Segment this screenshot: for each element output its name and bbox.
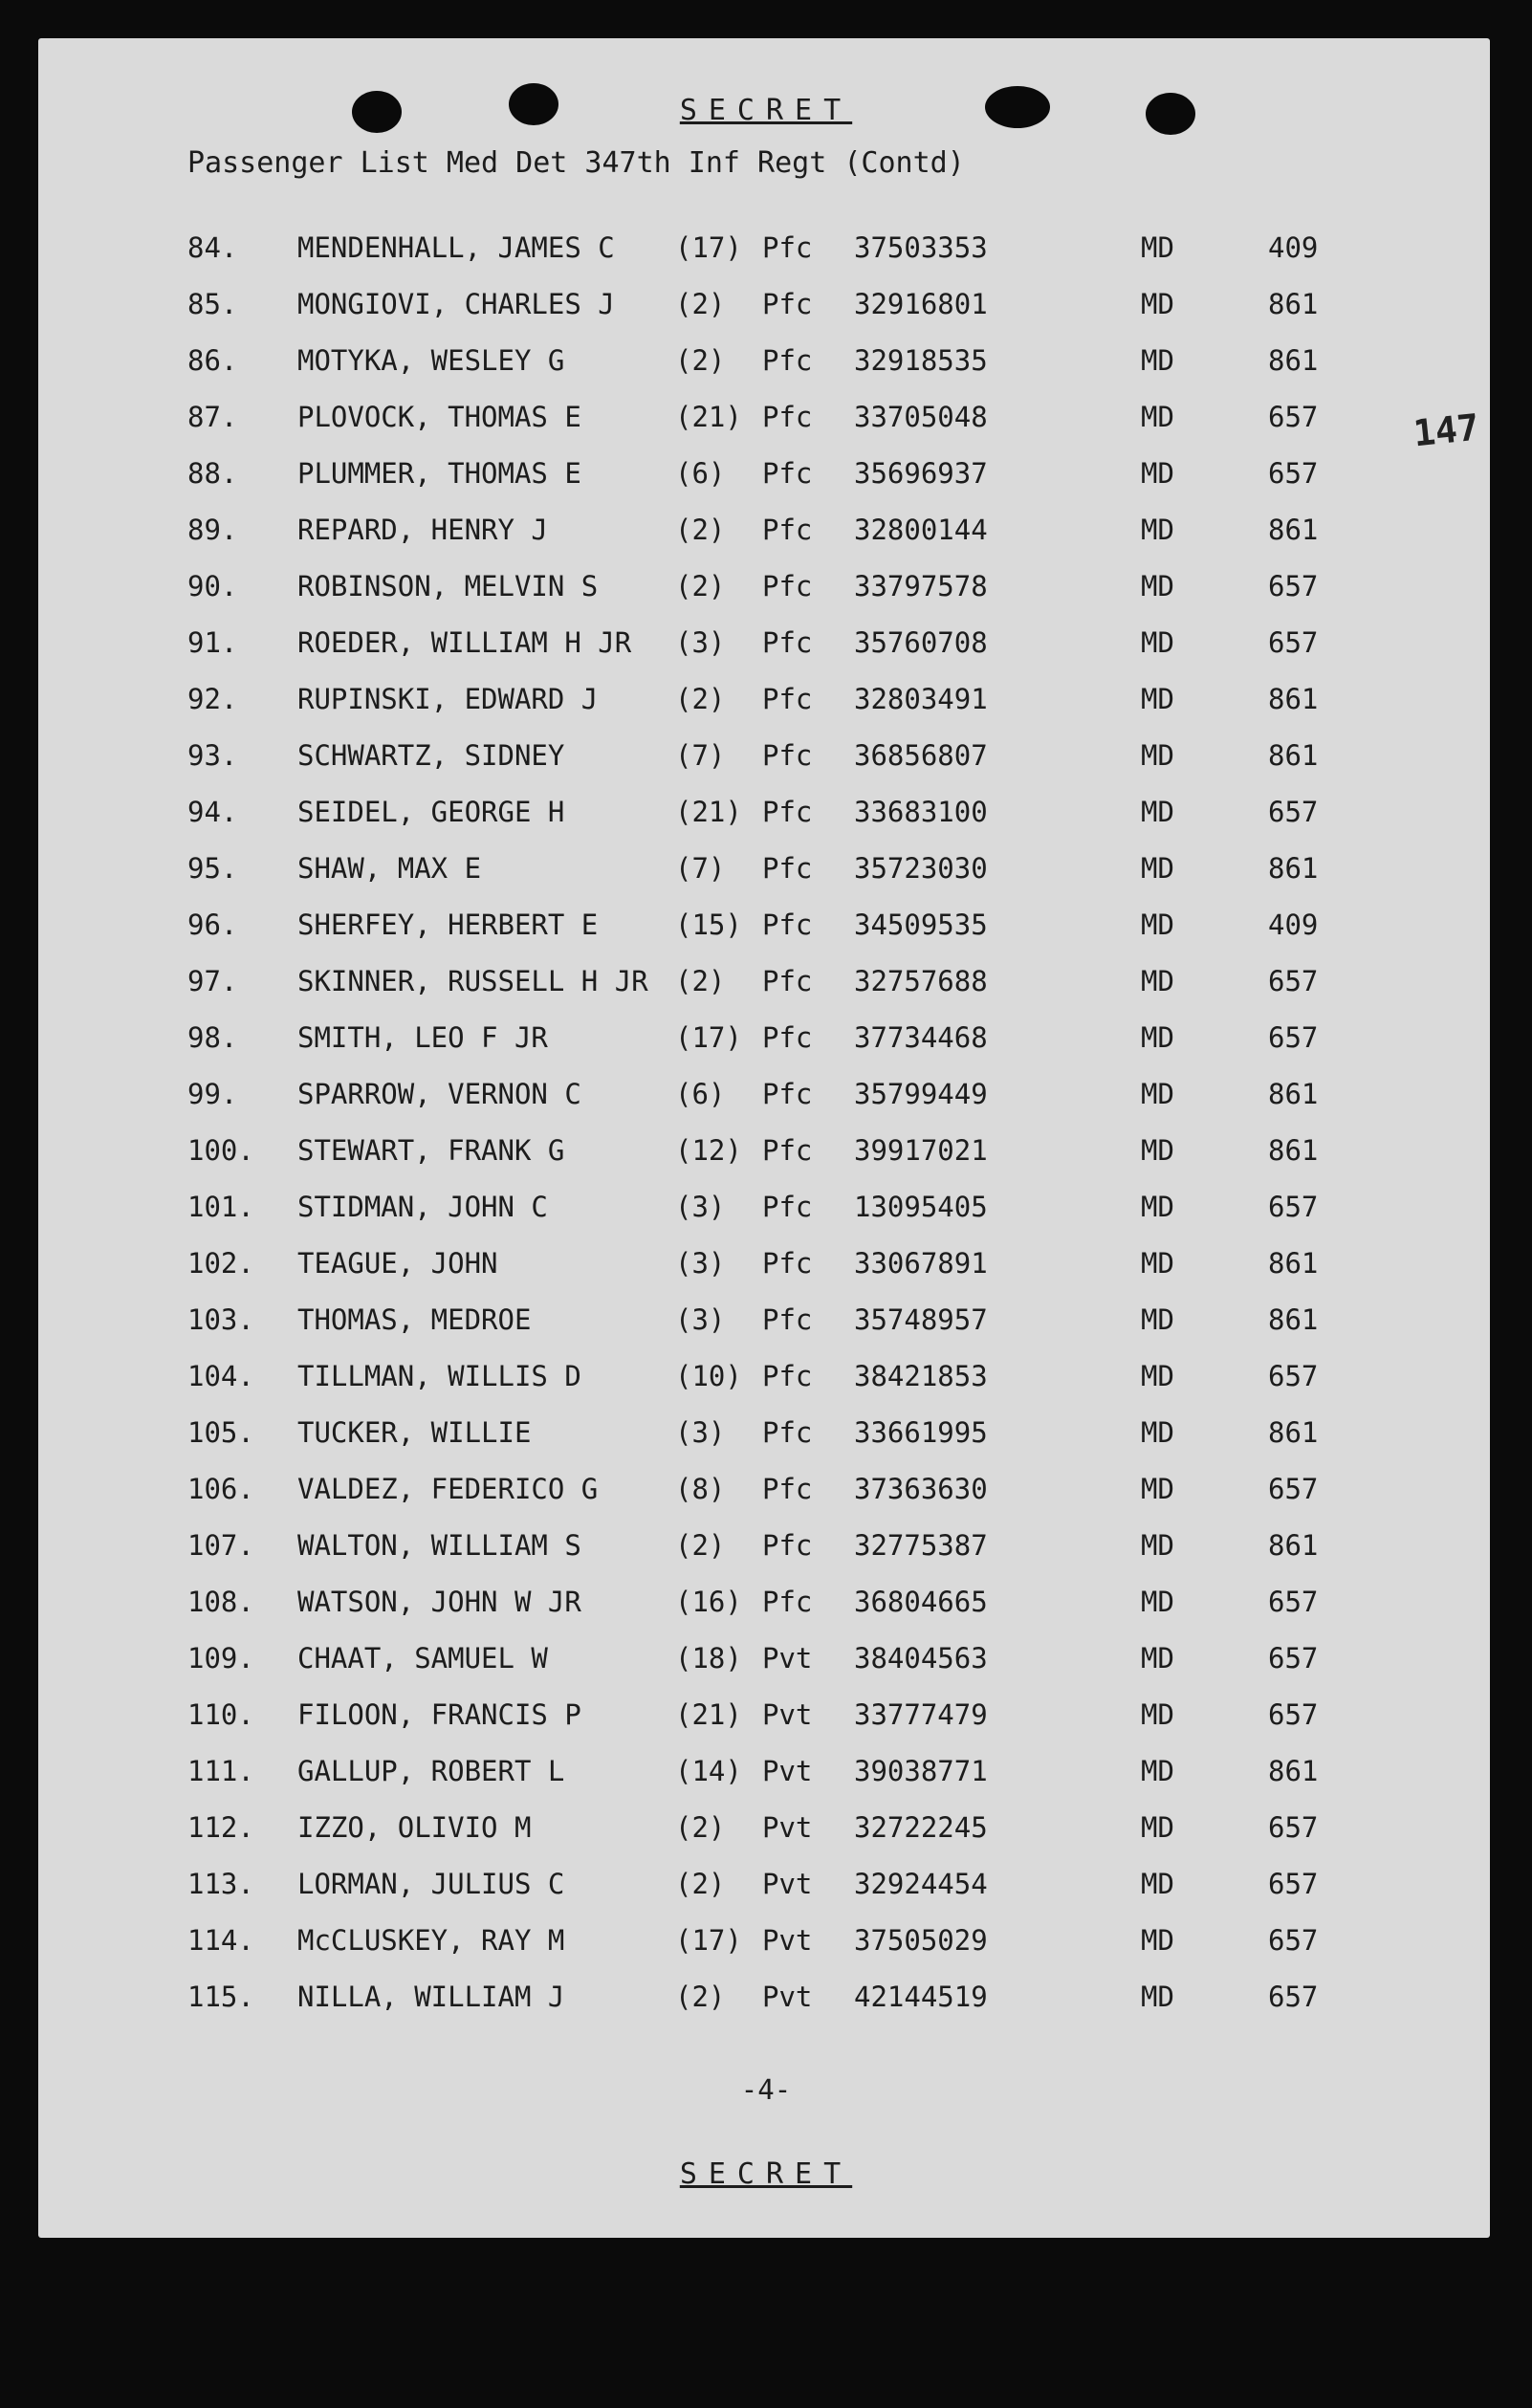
rank: Pfc	[762, 457, 813, 490]
entry-code: (7)	[675, 739, 726, 772]
serial-number: 33777479	[854, 1698, 988, 1731]
entry-number: 106.	[187, 1473, 254, 1505]
branch: MD	[1141, 1642, 1174, 1675]
passenger-name: ROEDER, WILLIAM H JR	[297, 626, 632, 659]
passenger-name: CHAAT, SAMUEL W	[297, 1642, 548, 1675]
serial-number: 35723030	[854, 852, 988, 885]
rank: Pfc	[762, 1247, 813, 1280]
passenger-name: SCHWARTZ, SIDNEY	[297, 739, 565, 772]
roster-row	[0, 739, 1532, 796]
passenger-name: SMITH, LEO F JR	[297, 1021, 548, 1054]
roster-row	[0, 1416, 1532, 1473]
entry-code: (17)	[675, 1924, 742, 1957]
branch: MD	[1141, 344, 1174, 377]
branch: MD	[1141, 288, 1174, 320]
passenger-name: PLUMMER, THOMAS E	[297, 457, 581, 490]
branch: MD	[1141, 1134, 1174, 1167]
branch: MD	[1141, 852, 1174, 885]
entry-code: (14)	[675, 1755, 742, 1787]
passenger-name: THOMAS, MEDROE	[297, 1303, 532, 1336]
unit-code: 861	[1268, 683, 1319, 715]
branch: MD	[1141, 457, 1174, 490]
branch: MD	[1141, 1755, 1174, 1787]
unit-code: 657	[1268, 1021, 1319, 1054]
roster-row	[0, 1360, 1532, 1416]
rank: Pvt	[762, 1755, 813, 1787]
entry-code: (2)	[675, 288, 726, 320]
entry-number: 110.	[187, 1698, 254, 1731]
rank: Pfc	[762, 1473, 813, 1505]
entry-code: (6)	[675, 1078, 726, 1110]
unit-code: 657	[1268, 1981, 1319, 2013]
header-classification: SECRET	[679, 94, 853, 127]
roster-row	[0, 1868, 1532, 1924]
entry-code: (21)	[675, 1698, 742, 1731]
rank: Pfc	[762, 908, 813, 941]
unit-code: 861	[1268, 1078, 1319, 1110]
branch: MD	[1141, 1191, 1174, 1223]
unit-code: 657	[1268, 1473, 1319, 1505]
rank: Pfc	[762, 231, 813, 264]
entry-code: (15)	[675, 908, 742, 941]
entry-code: (2)	[675, 965, 726, 997]
branch: MD	[1141, 796, 1174, 828]
serial-number: 32800144	[854, 514, 988, 546]
passenger-name: PLOVOCK, THOMAS E	[297, 401, 581, 433]
serial-number: 35696937	[854, 457, 988, 490]
serial-number: 32722245	[854, 1811, 988, 1844]
entry-code: (17)	[675, 1021, 742, 1054]
serial-number: 33683100	[854, 796, 988, 828]
unit-code: 657	[1268, 965, 1319, 997]
roster-row	[0, 1303, 1532, 1360]
roster-row	[0, 288, 1532, 344]
entry-number: 94.	[187, 796, 238, 828]
entry-code: (2)	[675, 514, 726, 546]
branch: MD	[1141, 1868, 1174, 1900]
serial-number: 33705048	[854, 401, 988, 433]
passenger-name: MONGIOVI, CHARLES J	[297, 288, 615, 320]
passenger-name: STIDMAN, JOHN C	[297, 1191, 548, 1223]
unit-code: 657	[1268, 1191, 1319, 1223]
branch: MD	[1141, 231, 1174, 264]
branch: MD	[1141, 1360, 1174, 1392]
roster-row	[0, 1811, 1532, 1868]
roster-row	[0, 683, 1532, 739]
entry-number: 101.	[187, 1191, 254, 1223]
entry-code: (17)	[675, 231, 742, 264]
serial-number: 33661995	[854, 1416, 988, 1449]
rank: Pfc	[762, 965, 813, 997]
serial-number: 32924454	[854, 1868, 988, 1900]
passenger-name: TILLMAN, WILLIS D	[297, 1360, 581, 1392]
serial-number: 32918535	[854, 344, 988, 377]
unit-code: 861	[1268, 1416, 1319, 1449]
entry-code: (2)	[675, 570, 726, 602]
rank: Pfc	[762, 683, 813, 715]
branch: MD	[1141, 965, 1174, 997]
rank: Pfc	[762, 852, 813, 885]
entry-code: (2)	[675, 1981, 726, 2013]
entry-number: 108.	[187, 1586, 254, 1618]
branch: MD	[1141, 683, 1174, 715]
rank: Pfc	[762, 626, 813, 659]
branch: MD	[1141, 1981, 1174, 2013]
passenger-name: WATSON, JOHN W JR	[297, 1586, 581, 1618]
unit-code: 657	[1268, 626, 1319, 659]
passenger-name: SHAW, MAX E	[297, 852, 482, 885]
serial-number: 35760708	[854, 626, 988, 659]
branch: MD	[1141, 1924, 1174, 1957]
entry-number: 95.	[187, 852, 238, 885]
branch: MD	[1141, 514, 1174, 546]
rank: Pvt	[762, 1698, 813, 1731]
entry-number: 109.	[187, 1642, 254, 1675]
entry-number: 91.	[187, 626, 238, 659]
branch: MD	[1141, 401, 1174, 433]
serial-number: 37505029	[854, 1924, 988, 1957]
entry-number: 84.	[187, 231, 238, 264]
rank: Pfc	[762, 288, 813, 320]
roster-row	[0, 1642, 1532, 1698]
entry-number: 102.	[187, 1247, 254, 1280]
passenger-name: SHERFEY, HERBERT E	[297, 908, 599, 941]
entry-code: (3)	[675, 1191, 726, 1223]
entry-number: 86.	[187, 344, 238, 377]
roster-row	[0, 796, 1532, 852]
roster-row	[0, 1021, 1532, 1078]
serial-number: 35799449	[854, 1078, 988, 1110]
roster-row	[0, 1134, 1532, 1191]
unit-code: 861	[1268, 344, 1319, 377]
rank: Pfc	[762, 401, 813, 433]
roster-row	[0, 1529, 1532, 1586]
entry-number: 103.	[187, 1303, 254, 1336]
rank: Pfc	[762, 344, 813, 377]
rank: Pfc	[762, 1134, 813, 1167]
entry-number: 111.	[187, 1755, 254, 1787]
entry-number: 97.	[187, 965, 238, 997]
rank: Pfc	[762, 570, 813, 602]
rank: Pfc	[762, 1078, 813, 1110]
entry-number: 114.	[187, 1924, 254, 1957]
serial-number: 38404563	[854, 1642, 988, 1675]
roster-row	[0, 570, 1532, 626]
entry-code: (8)	[675, 1473, 726, 1505]
branch: MD	[1141, 1303, 1174, 1336]
passenger-name: MOTYKA, WESLEY G	[297, 344, 565, 377]
entry-code: (3)	[675, 1303, 726, 1336]
serial-number: 36856807	[854, 739, 988, 772]
serial-number: 33067891	[854, 1247, 988, 1280]
entry-code: (3)	[675, 626, 726, 659]
entry-code: (2)	[675, 1811, 726, 1844]
rank: Pfc	[762, 1529, 813, 1562]
entry-number: 107.	[187, 1529, 254, 1562]
passenger-name: TEAGUE, JOHN	[297, 1247, 498, 1280]
serial-number: 32775387	[854, 1529, 988, 1562]
entry-code: (2)	[675, 344, 726, 377]
rank: Pfc	[762, 1586, 813, 1618]
roster-row	[0, 965, 1532, 1021]
entry-code: (21)	[675, 401, 742, 433]
entry-code: (3)	[675, 1247, 726, 1280]
roster-row	[0, 1247, 1532, 1303]
serial-number: 32803491	[854, 683, 988, 715]
unit-code: 409	[1268, 908, 1319, 941]
rank: Pvt	[762, 1868, 813, 1900]
passenger-name: GALLUP, ROBERT L	[297, 1755, 565, 1787]
entry-code: (2)	[675, 1529, 726, 1562]
rank: Pvt	[762, 1924, 813, 1957]
branch: MD	[1141, 1078, 1174, 1110]
passenger-name: WALTON, WILLIAM S	[297, 1529, 581, 1562]
entry-number: 104.	[187, 1360, 254, 1392]
passenger-name: RUPINSKI, EDWARD J	[297, 683, 599, 715]
serial-number: 37363630	[854, 1473, 988, 1505]
passenger-name: SEIDEL, GEORGE H	[297, 796, 565, 828]
entry-number: 96.	[187, 908, 238, 941]
roster-row	[0, 1981, 1532, 2037]
rank: Pfc	[762, 1360, 813, 1392]
serial-number: 33797578	[854, 570, 988, 602]
unit-code: 657	[1268, 570, 1319, 602]
unit-code: 657	[1268, 401, 1319, 433]
passenger-name: IZZO, OLIVIO M	[297, 1811, 532, 1844]
roster-row	[0, 626, 1532, 683]
serial-number: 32916801	[854, 288, 988, 320]
page-number: -4-	[740, 2073, 792, 2106]
roster-row	[0, 1698, 1532, 1755]
passenger-name: MENDENHALL, JAMES C	[297, 231, 615, 264]
rank: Pvt	[762, 1981, 813, 2013]
roster-row	[0, 852, 1532, 908]
entry-number: 105.	[187, 1416, 254, 1449]
unit-code: 409	[1268, 231, 1319, 264]
branch: MD	[1141, 1247, 1174, 1280]
rank: Pvt	[762, 1811, 813, 1844]
entry-code: (2)	[675, 1868, 726, 1900]
unit-code: 657	[1268, 1360, 1319, 1392]
entry-number: 92.	[187, 683, 238, 715]
branch: MD	[1141, 1021, 1174, 1054]
roster-row	[0, 457, 1532, 514]
unit-code: 657	[1268, 1924, 1319, 1957]
passenger-name: LORMAN, JULIUS C	[297, 1868, 565, 1900]
roster-row	[0, 344, 1532, 401]
branch: MD	[1141, 626, 1174, 659]
entry-number: 99.	[187, 1078, 238, 1110]
rank: Pfc	[762, 1416, 813, 1449]
passenger-name: ROBINSON, MELVIN S	[297, 570, 599, 602]
roster-row	[0, 514, 1532, 570]
serial-number: 34509535	[854, 908, 988, 941]
passenger-name: McCLUSKEY, RAY M	[297, 1924, 565, 1957]
margin-stamp: 147	[1411, 405, 1481, 455]
branch: MD	[1141, 908, 1174, 941]
roster-row	[0, 1473, 1532, 1529]
entry-number: 93.	[187, 739, 238, 772]
entry-code: (2)	[675, 683, 726, 715]
entry-number: 100.	[187, 1134, 254, 1167]
footer-classification: SECRET	[679, 2157, 853, 2191]
branch: MD	[1141, 1529, 1174, 1562]
unit-code: 861	[1268, 739, 1319, 772]
entry-code: (7)	[675, 852, 726, 885]
serial-number: 39038771	[854, 1755, 988, 1787]
unit-code: 861	[1268, 288, 1319, 320]
serial-number: 32757688	[854, 965, 988, 997]
unit-code: 861	[1268, 1303, 1319, 1336]
entry-number: 115.	[187, 1981, 254, 2013]
rank: Pfc	[762, 514, 813, 546]
entry-number: 98.	[187, 1021, 238, 1054]
roster-row	[0, 401, 1532, 457]
rank: Pfc	[762, 1191, 813, 1223]
roster-row	[0, 1924, 1532, 1981]
serial-number: 36804665	[854, 1586, 988, 1618]
unit-code: 861	[1268, 1755, 1319, 1787]
entry-code: (10)	[675, 1360, 742, 1392]
entry-code: (6)	[675, 457, 726, 490]
unit-code: 657	[1268, 1642, 1319, 1675]
entry-number: 113.	[187, 1868, 254, 1900]
branch: MD	[1141, 570, 1174, 602]
roster-row	[0, 908, 1532, 965]
unit-code: 861	[1268, 852, 1319, 885]
branch: MD	[1141, 1586, 1174, 1618]
rank: Pfc	[762, 796, 813, 828]
entry-number: 112.	[187, 1811, 254, 1844]
entry-code: (12)	[675, 1134, 742, 1167]
entry-number: 90.	[187, 570, 238, 602]
serial-number: 37503353	[854, 231, 988, 264]
entry-number: 87.	[187, 401, 238, 433]
entry-number: 85.	[187, 288, 238, 320]
passenger-name: TUCKER, WILLIE	[297, 1416, 532, 1449]
entry-code: (21)	[675, 796, 742, 828]
roster-row	[0, 1191, 1532, 1247]
passenger-name: STEWART, FRANK G	[297, 1134, 565, 1167]
branch: MD	[1141, 739, 1174, 772]
serial-number: 42144519	[854, 1981, 988, 2013]
unit-code: 657	[1268, 457, 1319, 490]
branch: MD	[1141, 1473, 1174, 1505]
passenger-name: SPARROW, VERNON C	[297, 1078, 581, 1110]
rank: Pfc	[762, 739, 813, 772]
roster-row	[0, 1755, 1532, 1811]
unit-code: 657	[1268, 1586, 1319, 1618]
entry-code: (18)	[675, 1642, 742, 1675]
passenger-name: VALDEZ, FEDERICO G	[297, 1473, 599, 1505]
entry-code: (16)	[675, 1586, 742, 1618]
unit-code: 657	[1268, 796, 1319, 828]
unit-code: 861	[1268, 514, 1319, 546]
serial-number: 37734468	[854, 1021, 988, 1054]
serial-number: 13095405	[854, 1191, 988, 1223]
branch: MD	[1141, 1811, 1174, 1844]
roster-row	[0, 231, 1532, 288]
serial-number: 39917021	[854, 1134, 988, 1167]
roster-row	[0, 1586, 1532, 1642]
serial-number: 38421853	[854, 1360, 988, 1392]
unit-code: 657	[1268, 1811, 1319, 1844]
serial-number: 35748957	[854, 1303, 988, 1336]
passenger-name: NILLA, WILLIAM J	[297, 1981, 565, 2013]
passenger-name: FILOON, FRANCIS P	[297, 1698, 581, 1731]
passenger-name: SKINNER, RUSSELL H JR	[297, 965, 648, 997]
entry-code: (3)	[675, 1416, 726, 1449]
branch: MD	[1141, 1698, 1174, 1731]
entry-number: 89.	[187, 514, 238, 546]
passenger-name: REPARD, HENRY J	[297, 514, 548, 546]
entry-number: 88.	[187, 457, 238, 490]
roster-row	[0, 1078, 1532, 1134]
document-title: Passenger List Med Det 347th Inf Regt (Contd)	[187, 146, 965, 180]
unit-code: 657	[1268, 1868, 1319, 1900]
unit-code: 861	[1268, 1247, 1319, 1280]
rank: Pvt	[762, 1642, 813, 1675]
unit-code: 657	[1268, 1698, 1319, 1731]
unit-code: 861	[1268, 1134, 1319, 1167]
unit-code: 861	[1268, 1529, 1319, 1562]
rank: Pfc	[762, 1021, 813, 1054]
rank: Pfc	[762, 1303, 813, 1336]
branch: MD	[1141, 1416, 1174, 1449]
